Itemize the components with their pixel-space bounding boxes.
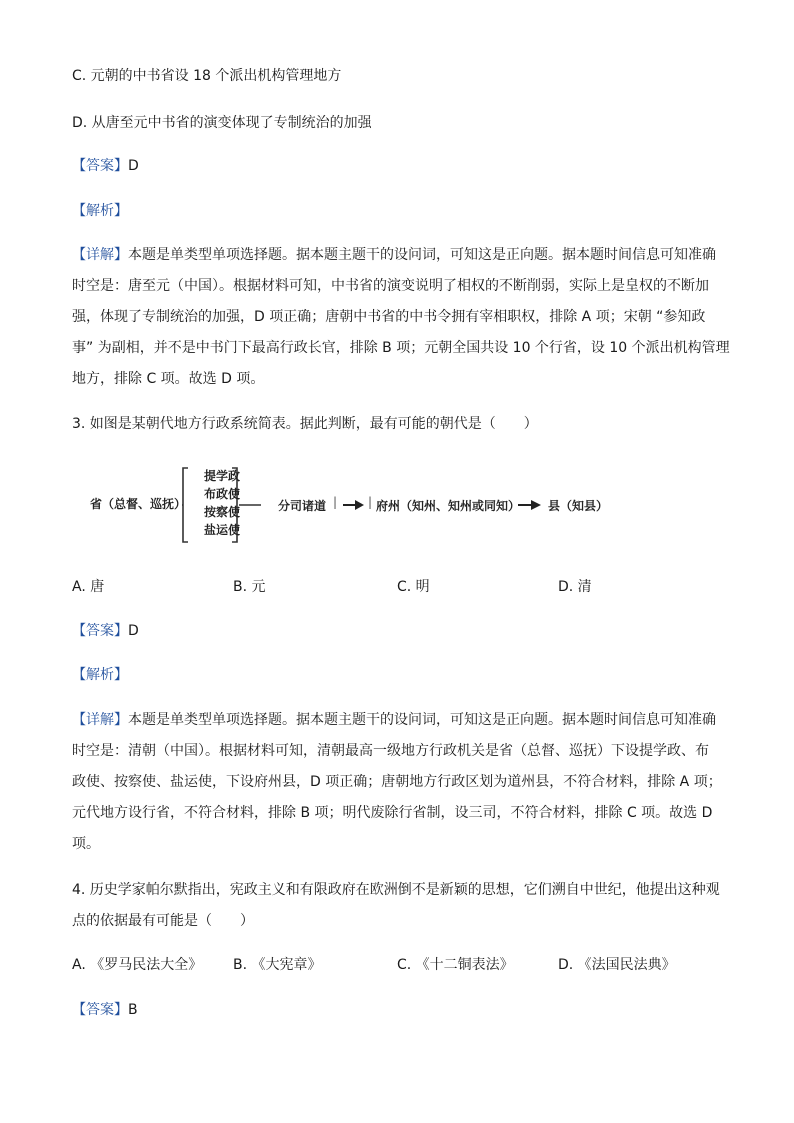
node-circuit: 分司诸道 (278, 499, 327, 513)
admin-system-diagram (90, 462, 630, 548)
q2-option-c: C. 元朝的中书省设 18 个派出机构管理地方 (72, 68, 342, 84)
detail-line: 政使、按察使、盐运使，下设府州县，D 项正确；唐朝地方行政区划为道州县，不符合材料，排除 A 项； (72, 774, 722, 790)
separator: | (333, 495, 338, 509)
q4-option-d: D. 《法国民法典》 (558, 957, 676, 973)
detail-line: 强，体现了专制统治的加强，D 项正确；唐朝中书省的中书令拥有宰相职权，排除 A 项；宋朝 “参知政 (72, 309, 706, 325)
detail-line: 元代地方设行省，不符合材料，排除 B 项；明代废除行省制，设三司，不符合材料，排除 C 项。故选 D (72, 805, 713, 821)
stem-line: 4. 历史学家帕尔默指出，宪政主义和有限政府在欧洲倒不是新颖的思想，它们溯自中世纪，他提出这种观 (72, 882, 720, 898)
q3-detail (72, 705, 722, 860)
answer-tag: 【答案】 (72, 158, 128, 174)
detail-line: 事” 为副相，并不是中书门下最高行政长官，排除 B 项；元朝全国共设 10 个行省，设 10 个派出机构管理 (72, 340, 730, 356)
q3-option-d: D. 清 (558, 579, 592, 595)
q3-analysis-tag: 【解析】 (72, 667, 128, 683)
q2-detail (72, 240, 730, 395)
q2-answer (72, 156, 139, 176)
detail-tag: 【详解】 (72, 712, 128, 728)
answer-value: D (128, 623, 139, 639)
node-province: 省（总督、巡抚） (90, 497, 187, 511)
node-branch: 提学政 (204, 469, 241, 483)
detail-line: 本题是单类型单项选择题。据本题主题干的设问词，可知这是正向题。据本题时间信息可知准确 (128, 712, 716, 728)
answer-value: D (128, 158, 139, 174)
q3-option-b: B. 元 (233, 579, 266, 595)
q2-option-d: D. 从唐至元中书省的演变体现了专制统治的加强 (72, 115, 372, 131)
detail-line: 时空是：清朝（中国）。根据材料可知，清朝最高一级地方行政机关是省（总督、巡抚）下设提学政、布 (72, 743, 709, 759)
answer-tag: 【答案】 (72, 623, 128, 639)
node-prefecture: 府州（知州、知州或同知） (376, 499, 521, 513)
detail-line: 时空是：唐至元（中国）。根据材料可知，中书省的演变说明了相权的不断削弱，实际上是皇权的不断加 (72, 278, 709, 294)
q2-analysis-tag: 【解析】 (72, 203, 128, 219)
detail-line: 地方，排除 C 项。故选 D 项。 (72, 371, 265, 387)
q4-answer (72, 1000, 138, 1020)
q4-option-a: A. 《罗马民法大全》 (72, 957, 203, 973)
node-county: 县（知县） (548, 499, 609, 513)
q3-answer (72, 621, 139, 641)
detail-tag: 【详解】 (72, 247, 128, 263)
q3-option-c: C. 明 (397, 579, 430, 595)
arrow-right-icon (343, 499, 365, 511)
q4-stem (72, 875, 722, 937)
connector-line (239, 502, 263, 508)
stem-line: 点的依据最有可能是（ ） (72, 913, 254, 929)
separator: | (368, 495, 373, 509)
node-branch: 按察使 (204, 505, 241, 519)
q3-option-a: A. 唐 (72, 579, 105, 595)
node-branch: 盐运使 (204, 523, 241, 537)
arrow-right-icon (518, 499, 542, 511)
q4-option-c: C. 《十二铜表法》 (397, 957, 514, 973)
q4-option-b: B. 《大宪章》 (233, 957, 322, 973)
answer-tag: 【答案】 (72, 1002, 128, 1018)
node-branch: 布政使 (204, 487, 241, 501)
q3-stem: 3. 如图是某朝代地方行政系统简表。据此判断，最有可能的朝代是（ ） (72, 416, 538, 432)
detail-line: 项。 (72, 836, 100, 852)
detail-line: 本题是单类型单项选择题。据本题主题干的设问词，可知这是正向题。据本题时间信息可知准确 (128, 247, 716, 263)
answer-value: B (128, 1002, 138, 1018)
